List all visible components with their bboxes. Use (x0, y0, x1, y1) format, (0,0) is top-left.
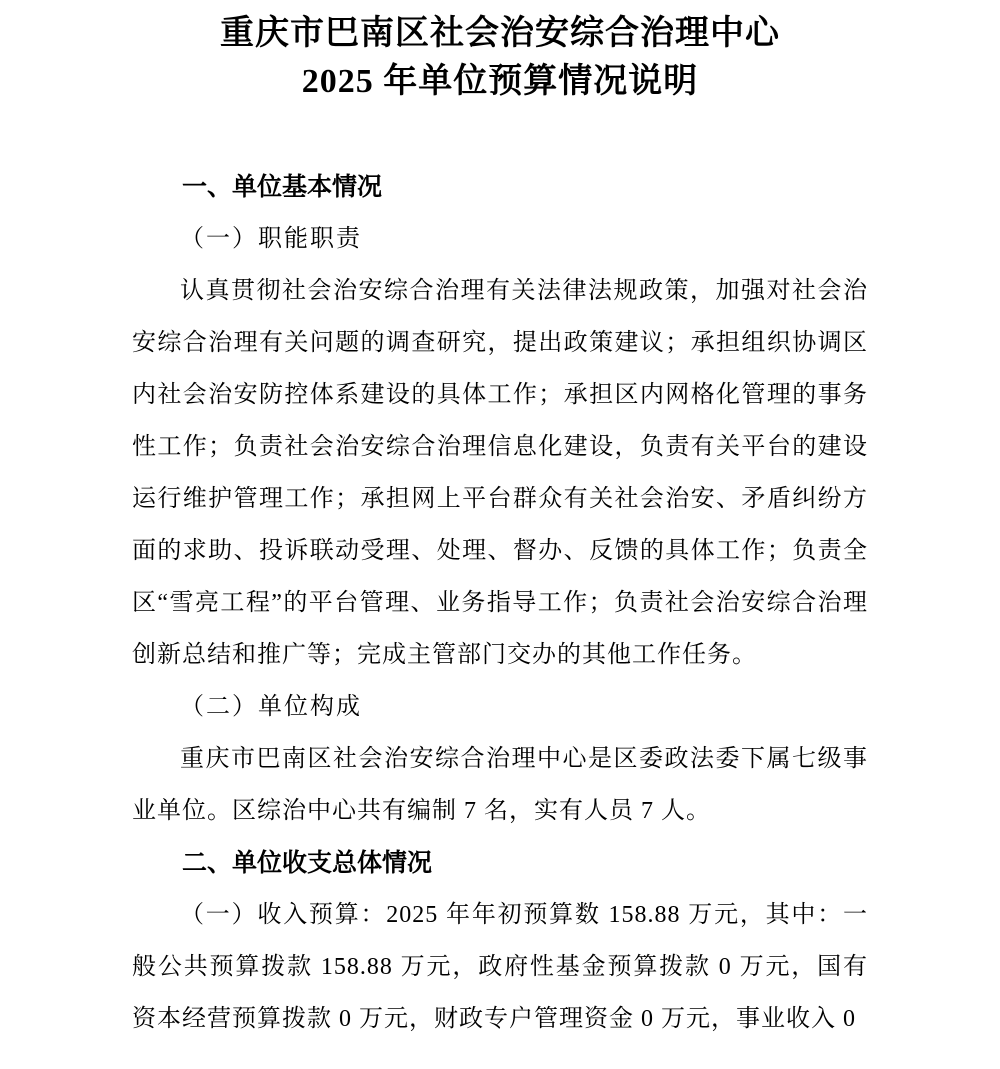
subsection-heading-composition: （二）单位构成 (180, 694, 362, 720)
section-heading-basic-info: 一、单位基本情况 (182, 173, 383, 201)
document-title-line1: 重庆市巴南区社会治安综合治理中心 (220, 15, 780, 52)
subsection-heading-duties: （一）职能职责 (180, 226, 362, 252)
paragraph-duties: 认真贯彻社会治安综合治理有关法律法规政策，加强对社会治安综合治理有关问题的调查研究，提出政策建议；承担组织协调区内社会治安防控体系建设的具体工作；承担区内网格化管理的事务性工作；负责社会治安综合治理信息化建设，负责有关平台的建设运行维护管理工作；承担网上平台群众有关社会治安、矛盾纠纷方面的求助、投诉联动受理、处理、督办、反馈的具体工作；负责全区“雪亮工程”的平台管理、业务指导工作；负责社会治安综合治理创新总结和推广等；完成主管部门交办的其他工作任务。 (132, 278, 868, 668)
paragraph-income-budget: （一）收入预算：2025 年年初预算数 158.88 万元，其中：一般公共预算拨款 158.88 万元，政府性基金预算拨款 0 万元，国有资本经营预算拨款 0 万元，财政专户管理资金 0 万元，事业收入 0 (132, 902, 868, 1032)
document-title (132, 10, 868, 106)
section-heading-budget-overview: 二、单位收支总体情况 (182, 849, 433, 877)
paragraph-composition: 重庆市巴南区社会治安综合治理中心是区委政法委下属七级事业单位。区综治中心共有编制 7 名，实有人员 7 人。 (132, 746, 868, 824)
document-title-line2: 2025 年单位预算情况说明 (301, 63, 699, 100)
